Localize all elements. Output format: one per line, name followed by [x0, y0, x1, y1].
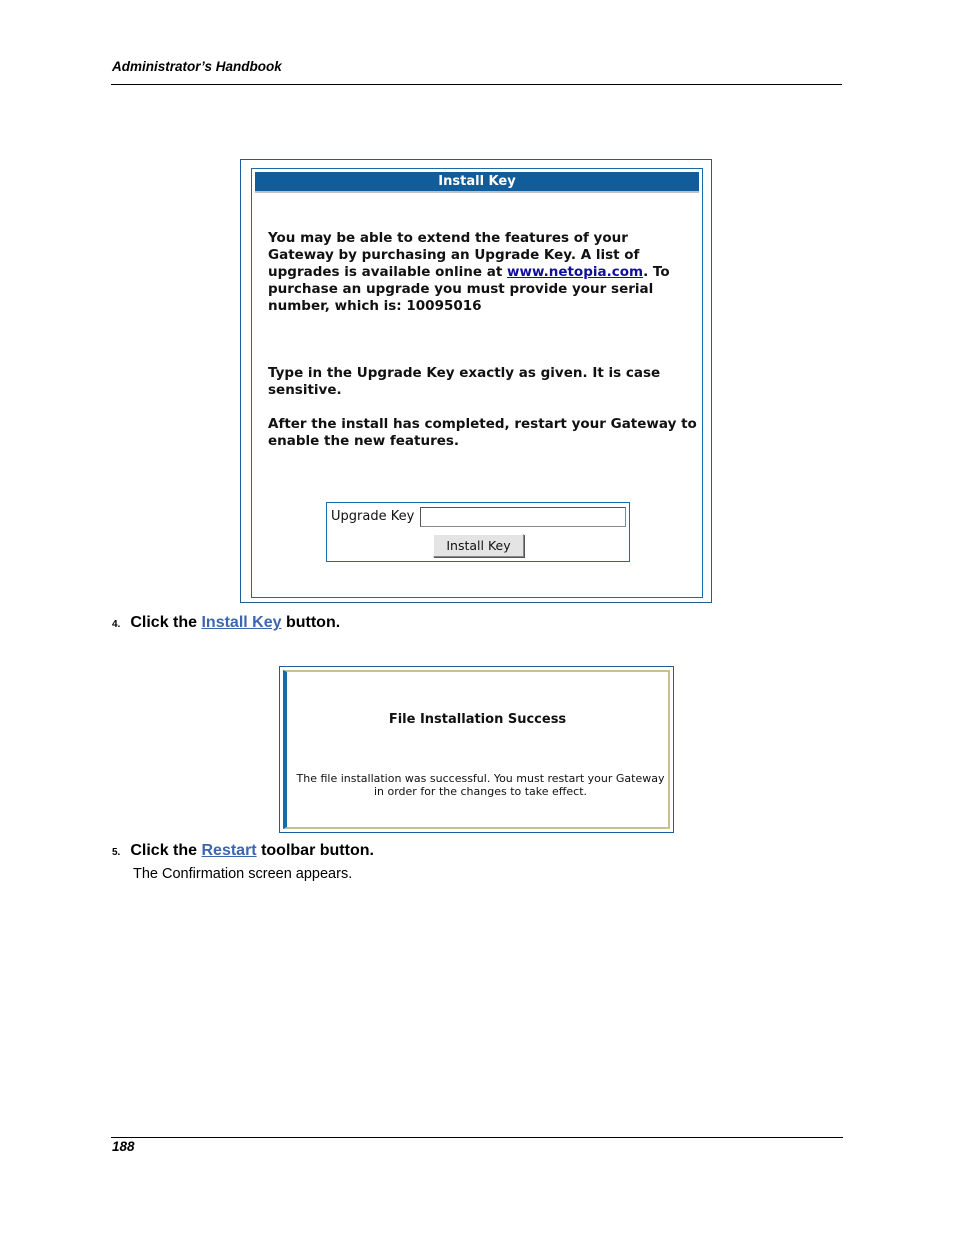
- restart-doc-link[interactable]: Restart: [201, 842, 257, 859]
- intro-text: You may be able to extend the features of your Gateway by purchasing an Upgrade Key. A list of upgrades is available online at: [268, 230, 640, 280]
- footer-rule: [111, 1137, 843, 1138]
- success-title: File Installation Success: [388, 712, 567, 727]
- upgrade-key-form: [326, 502, 630, 562]
- step-4: [112, 614, 340, 632]
- install-key-panel: [251, 168, 703, 598]
- page-number: 188: [112, 1139, 135, 1154]
- step-4-number: 4.: [112, 619, 121, 630]
- upgrade-key-input[interactable]: [420, 507, 626, 527]
- case-sensitive-instruction: Type in the Upgrade Key exactly as given. It is case sensitive.: [268, 365, 661, 398]
- install-key-panel-title: Install Key: [255, 172, 699, 193]
- running-header: Administrator’s Handbook: [112, 59, 282, 74]
- success-screenshot: [279, 666, 674, 833]
- upgrade-key-label: Upgrade Key: [331, 509, 415, 524]
- netopia-link[interactable]: www.netopia.com: [507, 264, 644, 280]
- step-5-note: The Confirmation screen appears.: [133, 866, 353, 882]
- install-key-screenshot: [240, 159, 712, 603]
- install-key-button[interactable]: Install Key: [433, 534, 524, 557]
- step-4-text: Click the: [130, 614, 202, 631]
- step-5-text-end: toolbar button.: [256, 842, 374, 859]
- restart-instruction: After the install has completed, restart your Gateway to enable the new features.: [268, 416, 697, 449]
- intro-text-continued: . To purchase an upgrade you must provide your serial number, which is: 10095016: [268, 264, 670, 314]
- success-message: The file installation was successful. You must restart your Gateway in order for the changes to take effect.: [296, 772, 665, 798]
- step-5-number: 5.: [112, 847, 121, 858]
- step-5: [112, 842, 374, 860]
- step-5-text: Click the: [130, 842, 202, 859]
- header-rule: [111, 84, 842, 85]
- intro-paragraph: [268, 230, 698, 315]
- install-key-doc-link[interactable]: Install Key: [201, 614, 282, 631]
- step-4-text-end: button.: [281, 614, 341, 631]
- success-panel: [283, 670, 670, 829]
